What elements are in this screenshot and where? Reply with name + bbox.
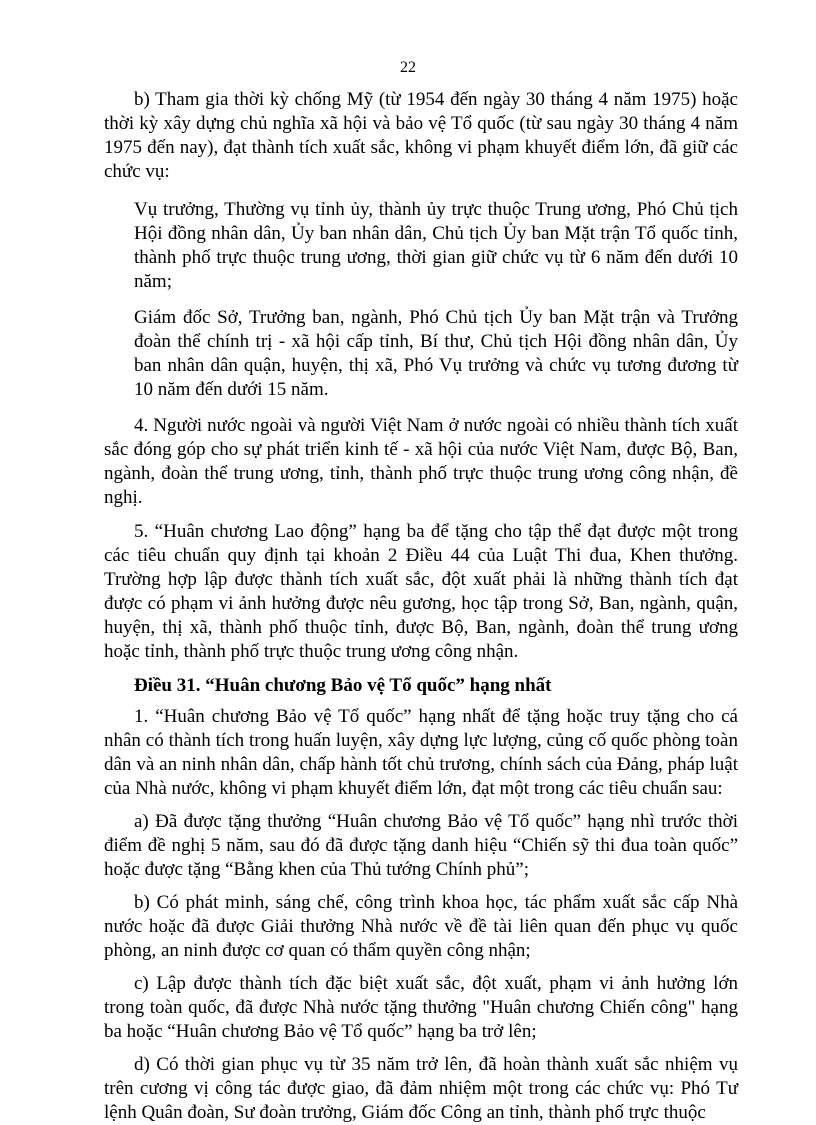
article-31-heading: Điều 31. “Huân chương Bảo vệ Tổ quốc” hạng nhất [134,675,552,696]
paragraph-clause-a: a) Đã được tặng thưởng “Huân chương Bảo vệ Tổ quốc” hạng nhì trước thời điểm đề nghị 5 năm, sau đó đã được tặng danh hiệu “Chiến sỹ thi đua toàn quốc” hoặc được tặng “Bằng khen của Thủ tướng Chính phủ”; [104,811,738,880]
paragraph-clause-c: c) Lập được thành tích đặc biệt xuất sắc, đột xuất, phạm vi ảnh hưởng lớn trong toàn quốc, đã được Nhà nước tặng thưởng "Huân chương Chiến công" hạng ba hoặc “Huân chương Bảo vệ Tổ quốc” hạng ba trở lên; [104,973,738,1042]
paragraph-clause-b: b) Có phát minh, sáng chế, công trình khoa học, tác phẩm xuất sắc cấp Nhà nước hoặc đã được Giải thưởng Nhà nước về đề tài liên quan đến phục vụ quốc phòng, an ninh được cơ quan có thẩm quyền công nhận; [104,892,738,961]
paragraph-article-31-clause-1: 1. “Huân chương Bảo vệ Tổ quốc” hạng nhất để tặng hoặc truy tặng cho cá nhân có thành tích trong huấn luyện, xây dựng lực lượng, củng cố quốc phòng toàn dân và an ninh nhân dân, chấp hành tốt chủ trương, chính sách của Đảng, pháp luật của Nhà nước, không vi phạm khuyết điểm lớn, đạt một trong các tiêu chuẩn sau: [104,706,738,799]
paragraph-clause-d: d) Có thời gian phục vụ từ 35 năm trở lên, đã hoàn thành xuất sắc nhiệm vụ trên cương vị công tác được giao, đã đảm nhiệm một trong các chức vụ: Phó Tư lệnh Quân đoàn, Sư đoàn trưởng, Giám đốc Công an tỉnh, thành phố trực thuộc [104,1054,738,1123]
paragraph-item-4: 4. Người nước ngoài và người Việt Nam ở nước ngoài có nhiều thành tích xuất sắc đóng góp cho sự phát triển kinh tế - xã hội của nước Việt Nam, được Bộ, Ban, ngành, đoàn thể trung ương, tỉnh, thành phố trực thuộc trung ương công nhận, đề nghị. [104,415,738,508]
paragraph-b-khang-chien: b) Tham gia thời kỳ chống Mỹ (từ 1954 đến ngày 30 tháng 4 năm 1975) hoặc thời kỳ xây dựng chủ nghĩa xã hội và bảo vệ Tổ quốc (từ sau ngày 30 tháng 4 năm 1975 đến nay), đạt thành tích xuất sắc, không vi phạm khuyết điểm lớn, đã giữ các chức vụ: [104,89,738,182]
document-body [104,88,738,1125]
paragraph-vu-truong: Vụ trưởng, Thường vụ tỉnh ủy, thành ủy trực thuộc Trung ương, Phó Chủ tịch Hội đồng nhân dân, Ủy ban nhân dân, Chủ tịch Ủy ban Mặt trận Tổ quốc tỉnh, thành phố trực thuộc trung ương, thời gian giữ chức vụ từ 6 năm đến dưới 10 năm; [134,199,738,292]
page-number: 22 [400,59,416,76]
paragraph-item-5: 5. “Huân chương Lao động” hạng ba để tặng cho tập thể đạt được một trong các tiêu chuẩn quy định tại khoản 2 Điều 44 của Luật Thi đua, Khen thưởng. Trường hợp lập được thành tích xuất sắc, đột xuất phải là những thành tích đạt được có phạm vi ảnh hưởng được nêu gương, học tập trong Sở, Ban, ngành, quận, huyện, thị xã, thành phố thuộc tỉnh, được Bộ, Ban, ngành, đoàn thể trung ương hoặc tỉnh, thành phố trực thuộc trung ương công nhận. [104,521,738,662]
paragraph-giam-doc-so: Giám đốc Sở, Trưởng ban, ngành, Phó Chủ tịch Ủy ban Mặt trận và Trưởng đoàn thể chính trị - xã hội cấp tỉnh, Bí thư, Chủ tịch Hội đồng nhân dân, Ủy ban nhân dân quận, huyện, thị xã, Phó Vụ trưởng và chức vụ tương đương từ 10 năm đến dưới 15 năm. [134,307,738,400]
